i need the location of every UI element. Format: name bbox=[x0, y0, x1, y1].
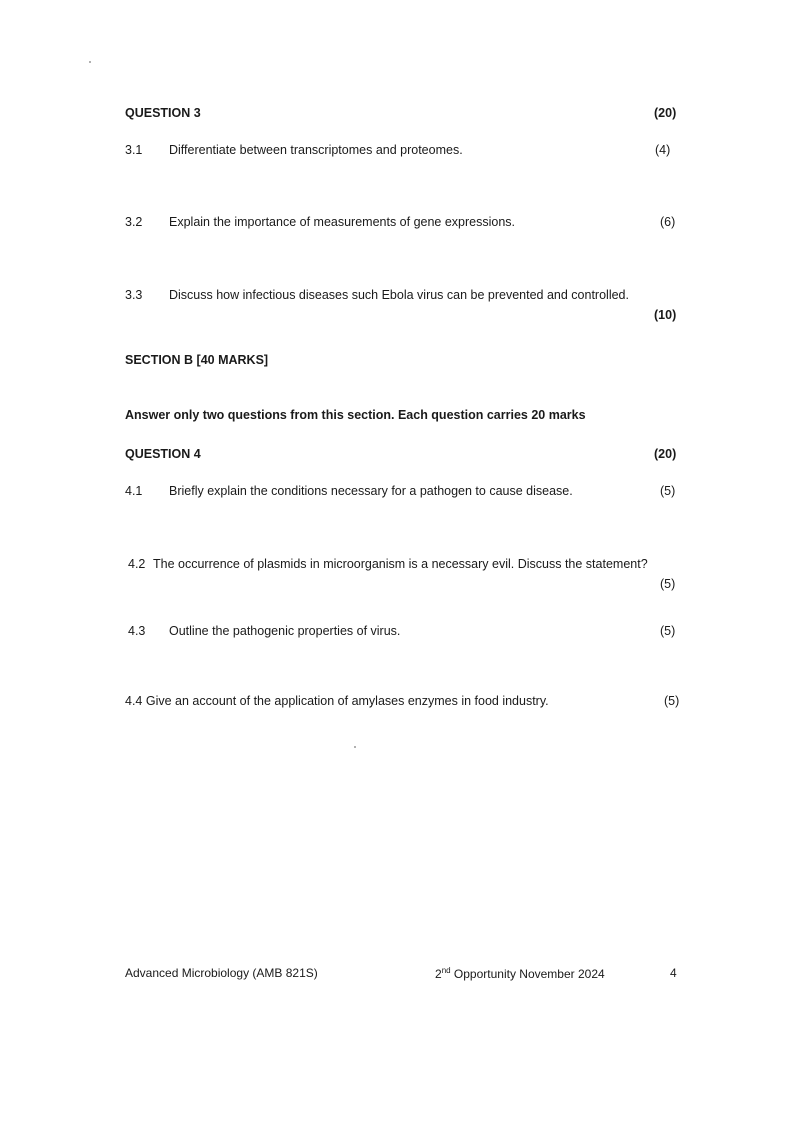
question-4-3-marks: (5) bbox=[660, 624, 676, 638]
question-4-2-text: The occurrence of plasmids in microorganism is a necessary evil. Discuss the statement? bbox=[153, 557, 648, 571]
question-4-2-number: 4.2 bbox=[128, 557, 146, 571]
question-3-3-number: 3.3 bbox=[125, 288, 143, 302]
question-4-total-marks: (20) bbox=[654, 447, 677, 461]
question-4-3-text: Outline the pathogenic properties of virus. bbox=[169, 624, 401, 638]
footer-opportunity bbox=[435, 966, 605, 981]
section-b-instruction: Answer only two questions from this section. Each question carries 20 marks bbox=[125, 408, 586, 422]
footer-opportunity-text: Opportunity November 2024 bbox=[450, 967, 605, 981]
question-4-heading: QUESTION 4 bbox=[125, 447, 201, 461]
question-4-1-number: 4.1 bbox=[125, 484, 143, 498]
question-3-1-number: 3.1 bbox=[125, 143, 143, 157]
question-4-4-marks: (5) bbox=[664, 694, 680, 708]
section-b-heading: SECTION B [40 MARKS] bbox=[125, 353, 269, 367]
question-4-1-text: Briefly explain the conditions necessary for a pathogen to cause disease. bbox=[169, 484, 573, 498]
question-3-2-marks: (6) bbox=[660, 215, 676, 229]
footer-page-number: 4 bbox=[670, 966, 677, 980]
question-4-4-text: Give an account of the application of amylases enzymes in food industry. bbox=[145, 694, 549, 708]
footer-opportunity-ordinal: nd bbox=[441, 966, 451, 975]
question-3-2-number: 3.2 bbox=[125, 215, 143, 229]
footer-course-name: Advanced Microbiology (AMB 821S) bbox=[125, 966, 318, 980]
question-4-4-line bbox=[125, 694, 549, 708]
footer-opportunity-number: 2 bbox=[435, 967, 442, 981]
question-3-3-marks: (10) bbox=[654, 308, 677, 322]
question-4-1-marks: (5) bbox=[660, 484, 676, 498]
question-4-3-number: 4.3 bbox=[128, 624, 146, 638]
question-3-2-text: Explain the importance of measurements of gene expressions. bbox=[169, 215, 516, 229]
question-3-1-marks: (4) bbox=[655, 143, 671, 157]
question-4-2-marks: (5) bbox=[660, 577, 676, 591]
scan-speck bbox=[354, 746, 356, 748]
question-3-total-marks: (20) bbox=[654, 106, 677, 120]
question-3-heading: QUESTION 3 bbox=[125, 106, 201, 120]
question-3-1-text: Differentiate between transcriptomes and proteomes. bbox=[169, 143, 463, 157]
scan-speck bbox=[89, 61, 91, 63]
question-3-3-text: Discuss how infectious diseases such Ebola virus can be prevented and controlled. bbox=[169, 288, 629, 302]
question-4-4-number: 4.4 bbox=[125, 694, 143, 708]
